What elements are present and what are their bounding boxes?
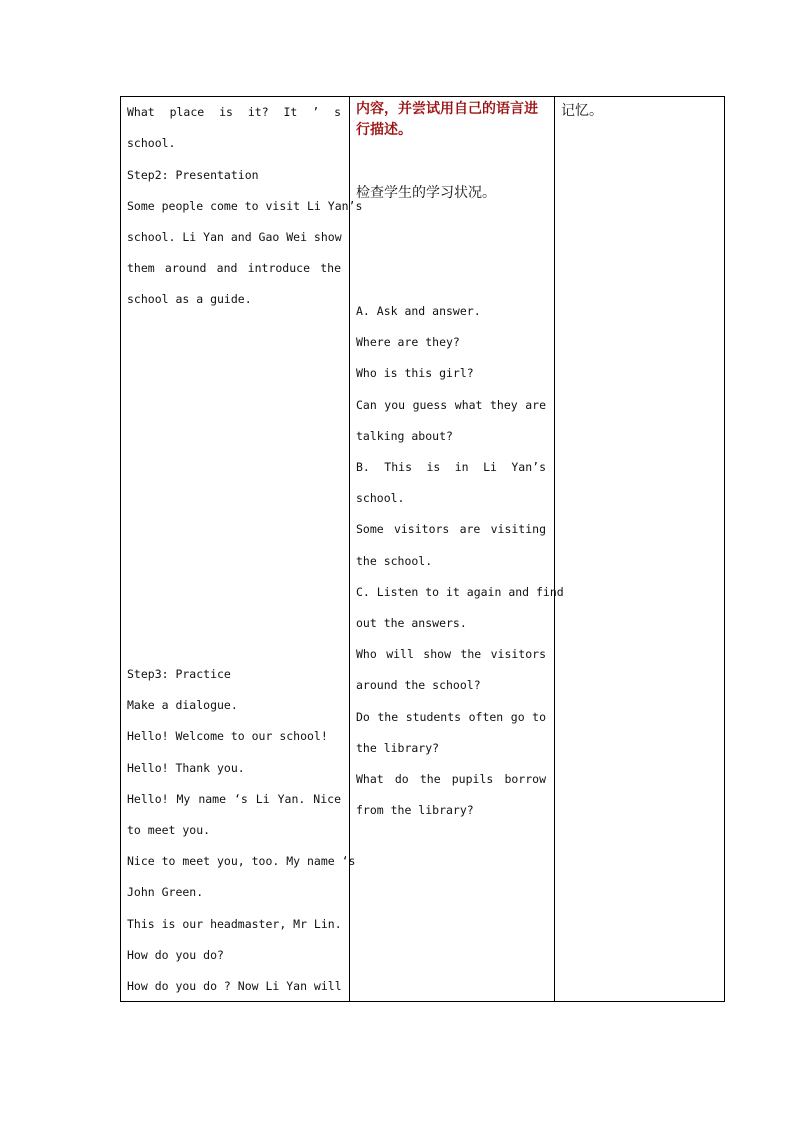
dialogue-line: How do you do ? Now Li Yan will [127, 979, 342, 993]
purpose-cell [350, 97, 564, 1002]
activity-line: from the library? [356, 803, 474, 817]
activity-line: the school. [356, 554, 433, 568]
memory-note: 记忆。 [561, 103, 603, 119]
activity-line: out the answers. [356, 616, 467, 630]
lesson-plan-table [120, 96, 725, 1002]
dialogue-line: How do you do? [127, 948, 224, 962]
step-line: Some people come to visit Li Yan’s [127, 199, 363, 213]
activity-line: C. Listen to it again and find [356, 585, 564, 599]
activity-line: Can you guess what they are [356, 398, 546, 412]
step-line: What place is it? It ’ s [127, 105, 341, 119]
dialogue-line: Hello! Welcome to our school! [127, 729, 328, 743]
activity-line: A. Ask and answer. [356, 304, 481, 318]
red-note-line: 内容，并尝试用自己的语言进 [356, 101, 538, 117]
step-line: school. Li Yan and Gao Wei show [127, 230, 342, 244]
check-note: 检查学生的学习状况。 [356, 185, 496, 201]
dialogue-line: to meet you. [127, 823, 211, 837]
teaching-steps-cell [121, 97, 363, 1002]
activity-line: talking about? [356, 429, 453, 443]
activity-line: Some visitors are visiting [356, 522, 546, 536]
activity-line: B. This is in Li Yan’s [356, 460, 546, 474]
step-line: them around and introduce the [127, 261, 341, 275]
step2-heading: Step2: Presentation [127, 168, 259, 182]
activity-line: Who is this girl? [356, 366, 474, 380]
dialogue-line: Make a dialogue. [127, 698, 238, 712]
activity-line: Where are they? [356, 335, 460, 349]
activity-line: What do the pupils borrow [356, 772, 546, 786]
activity-line: the library? [356, 741, 440, 755]
step3-heading: Step3: Practice [127, 667, 231, 681]
activity-line: Who will show the visitors [356, 647, 546, 661]
step-line: school. [127, 136, 176, 150]
activity-line: Do the students often go to [356, 710, 546, 724]
activity-line: school. [356, 491, 405, 505]
table-row [121, 97, 725, 1002]
notes-cell [555, 97, 725, 1002]
dialogue-line: Hello! Thank you. [127, 761, 245, 775]
red-note-line: 行描述。 [356, 122, 412, 138]
dialogue-line: Hello! My name ‘s Li Yan. Nice [127, 792, 341, 806]
step-line: school as a guide. [127, 292, 252, 306]
dialogue-line: This is our headmaster, Mr Lin. [127, 917, 342, 931]
dialogue-line: John Green. [127, 885, 204, 899]
dialogue-line: Nice to meet you, too. My name ‘s [127, 854, 356, 868]
activity-line: around the school? [356, 678, 481, 692]
